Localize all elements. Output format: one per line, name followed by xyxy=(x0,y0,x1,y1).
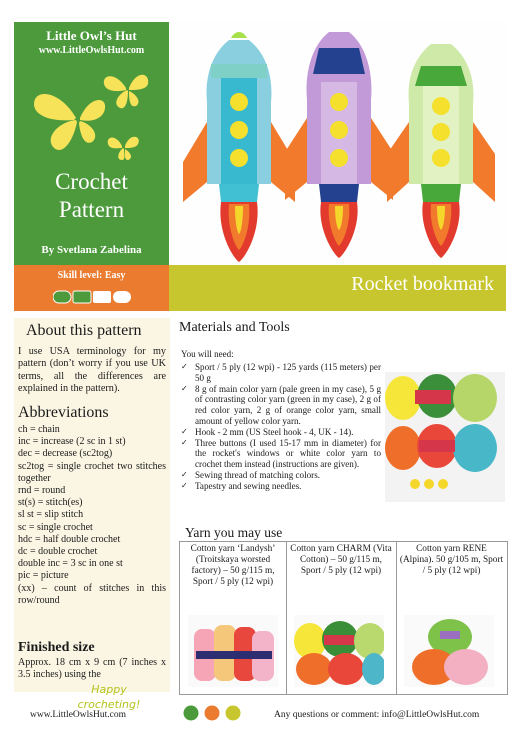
yarn-table xyxy=(179,541,508,695)
finished-size-heading: Finished size xyxy=(18,640,95,655)
author-name: By Svetlana Zabelina xyxy=(41,244,142,256)
list-item: (xx) – count of stitches in this row/round xyxy=(18,582,166,606)
footer-dots-icon xyxy=(183,704,247,722)
list-item: inc = increase (2 sc in 1 st) xyxy=(18,436,126,448)
about-text: I use USA terminology for my pattern (don’t worry if you use UK terms, all the differences are explained in the pattern). xyxy=(18,346,166,394)
yarn-option-text: Cotton yarn RENE (Alpina). 50 g/105 m, Sport / 5 ply (12 wpi) xyxy=(399,544,504,576)
list-item: ✓ Three buttons (I used 15-17 mm in diameter) for the rocket's windows or white color yarn to crochet them instead (instructions are given). xyxy=(181,438,381,470)
list-item: st(s) = stitch(es) xyxy=(18,497,83,509)
footer-contact[interactable]: Any questions or comment: info@LittleOwlsHut.com xyxy=(274,710,480,720)
list-item: sc = single crochet xyxy=(18,521,93,533)
brand-title: Little Owl’s Hut xyxy=(46,28,137,43)
rene-yarn-photo xyxy=(404,615,494,687)
brand-panel xyxy=(14,22,169,265)
rocket-green xyxy=(387,44,495,258)
rocket-bookmarks-photo xyxy=(169,22,506,265)
footer-website-link[interactable]: www.LittleOwlsHut.com xyxy=(30,710,126,720)
product-panel xyxy=(169,265,506,311)
happy-line1: Happy xyxy=(91,683,127,696)
brand-url[interactable]: www.LittleOwlsHut.com xyxy=(38,45,145,56)
happy-line2: crocheting! xyxy=(77,698,141,711)
list-item: ✓ Sport / 5 ply (12 wpi) - 125 yards (115 meters) per 50 g xyxy=(181,362,381,384)
header-banner xyxy=(14,22,506,312)
yarn-option-text: Cotton yarn ‘Landysh’ (Troitskaya worsted factory) – 50 g/115 m, Sport / 5 ply (12 wpi) xyxy=(190,544,276,587)
skill-level-label: Skill level: Easy xyxy=(57,270,126,281)
list-item: dec = decrease (sc2tog) xyxy=(18,448,113,460)
materials-list xyxy=(181,362,381,492)
rocket-purple xyxy=(285,32,393,258)
materials-intro: You will need: xyxy=(181,349,234,359)
list-item: sl st = slip stitch xyxy=(18,509,84,521)
list-item: ch = chain xyxy=(18,424,60,435)
landysh-yarn-photo xyxy=(188,615,278,687)
abbreviations-heading: Abbreviations xyxy=(18,404,109,421)
yarn-option-text: Cotton yarn CHARM (Vita Cotton) – 50 g/115 m, Sport / 5 ply (12 wpi) xyxy=(290,544,392,576)
finished-size-text: Approx. 18 cm x 9 cm (7 inches x 3.5 inches) using the xyxy=(18,657,166,680)
charm-yarn-photo xyxy=(294,615,384,687)
list-item: ✓ Tapestry and sewing needles. xyxy=(181,481,381,492)
list-item: sc2tog = single crochet two stitches together xyxy=(18,460,166,484)
happy-crocheting-text xyxy=(54,682,164,712)
yarn-option xyxy=(286,542,397,694)
yarn-option xyxy=(180,542,287,694)
list-item: ✓ Hook - 2 mm (US Steel hook - 4, UK - 14). xyxy=(181,427,381,438)
skill-level-pills-icon xyxy=(53,290,131,304)
list-item: dc = double crochet xyxy=(18,546,98,558)
abbreviations-list xyxy=(18,424,166,607)
about-heading: About this pattern xyxy=(26,322,142,339)
yarn-and-buttons-photo xyxy=(385,372,505,502)
main-title xyxy=(14,168,169,224)
butterflies-icon xyxy=(30,60,155,170)
rocket-bookmarks-image xyxy=(169,22,506,265)
left-column xyxy=(14,318,170,711)
list-item: rnd = round xyxy=(18,485,66,497)
main-title-line2: Pattern xyxy=(58,197,125,222)
skill-panel xyxy=(14,265,169,311)
list-item: pic = picture xyxy=(18,570,69,582)
rocket-blue xyxy=(183,32,295,262)
list-item: double inc = 3 sc in one st xyxy=(18,558,123,570)
list-item: hdc = half double crochet xyxy=(18,533,121,545)
materials-heading: Materials and Tools xyxy=(179,320,290,335)
list-item: ✓ 8 g of main color yarn (pale green in my case), 5 g of contrasting color yarn (green in my case), 2 g of red color yarn, 2 g of orange color yarn, small amount of yellow color yarn. xyxy=(181,384,381,427)
yarn-heading: Yarn you may use xyxy=(185,525,283,540)
list-item: ✓ Sewing thread of matching colors. xyxy=(181,470,381,481)
product-title: Rocket bookmark xyxy=(351,273,494,295)
main-title-line1: Crochet xyxy=(55,169,128,194)
yarn-option xyxy=(396,542,507,694)
